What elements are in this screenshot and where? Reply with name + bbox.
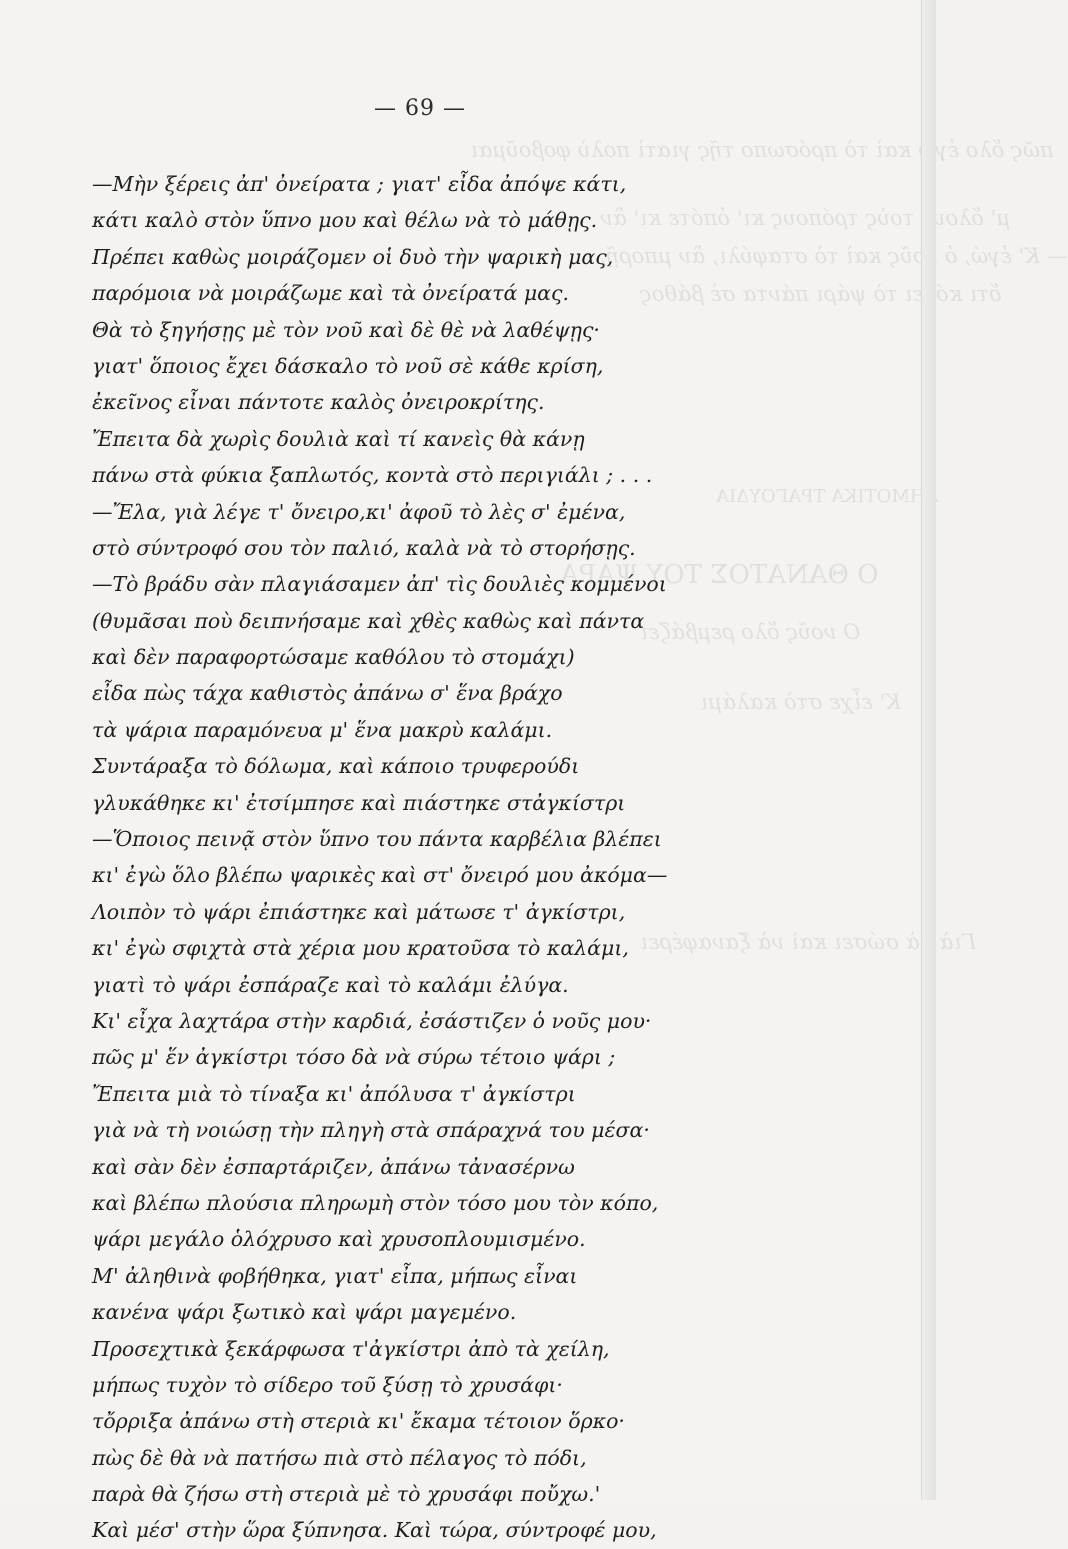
- bleed-line: Γιὰ νὰ σώσει καὶ νὰ ξαναφέρει: [640, 930, 977, 954]
- text-line: κανένα ψάρι ξωτικὸ καὶ ψάρι μαγεμένο.: [92, 1300, 517, 1325]
- text-line: στὸ σύντροφό σου τὸν παλιό, καλὰ νὰ τὸ στορήσῃς.: [92, 535, 636, 560]
- text-line: τὄρριξα ἀπάνω στὴ στεριὰ κι' ἔκαμα τέτοιον ὅρκο·: [92, 1409, 625, 1434]
- text-line: ψάρι μεγάλο ὁλόχρυσο καὶ χρυσοπλουμισμένο.: [92, 1227, 586, 1252]
- bleed-line: ΔΗΜΟΤΙΚΑ ΤΡΑΓΟΥΔΙΑ: [716, 486, 939, 507]
- text-line: γιατ' ὅποιος ἔχει δάσκαλο τὸ νοῦ σὲ κάθε κρίση,: [92, 353, 604, 378]
- text-line: γιατὶ τὸ ψάρι ἐσπάραζε καὶ τὸ καλάμι ἐλύγα.: [92, 972, 569, 997]
- text-line: Κι' εἶχα λαχτάρα στὴν καρδιά, ἐσάστιζεν ὁ νοῦς μου·: [92, 1008, 652, 1033]
- text-line: παρόμοια νὰ μοιράζωμε καὶ τὰ ὀνείρατά μας.: [92, 281, 570, 306]
- text-line: γιὰ νὰ τὴ νοιώσῃ τὴν πληγὴ στὰ σπάραχνά του μέσα·: [92, 1118, 650, 1143]
- text-line: καὶ δὲν παραφορτώσαμε καθόλου τὸ στομάχι): [92, 645, 575, 670]
- text-line: πάνω στὰ φύκια ξαπλωτός, κοντὰ στὸ περιγιάλι ; . . .: [92, 463, 653, 488]
- text-line: Πρέπει καθὼς μοιράζομεν οἱ δυὸ τὴν ψαρικὴ μας,: [92, 244, 614, 269]
- text-line: καὶ σὰν δὲν ἐσπαρτάριζεν, ἀπάνω τἀνασέρνω: [92, 1154, 575, 1179]
- bleed-line: Ο ΘΑΝΑΤΟΣ ΤΟΥ ΨΑΡΑ: [560, 560, 879, 590]
- text-line: —Μὴν ξέρεις ἀπ' ὀνείρατα ; γιατ' εἶδα ἀπόψε κάτι,: [92, 172, 627, 196]
- text-line: πῶς μ' ἕν ἀγκίστρι τόσο δὰ νὰ σύρω τέτοιο ψάρι ;: [92, 1045, 616, 1070]
- bleed-line: μ' ὅλους τοὺς τρόπους κι' ὁπότε κι' ἂν: [600, 206, 1011, 230]
- text-line: τὰ ψάρια παραμόνευα μ' ἕνα μακρὺ καλάμι.: [92, 717, 553, 742]
- bleed-line: — Κ' ἐγώ, ὁ νοῦς καὶ τὸ σταφύλι, ἂν μπορῇ,: [600, 244, 1068, 268]
- bleed-line: πῶς ὅλο ἐγὼ καὶ τὸ πρόσωπο τῆς γιατὶ πολὺ φοβοῦμαι: [470, 138, 1054, 162]
- text-line: Ἔπειτα δὰ χωρὶς δουλιὰ καὶ τί κανεὶς θὰ κάνῃ: [92, 426, 585, 451]
- bleed-line: Ο νοῦς ὅλο ρεμβάζει: [640, 620, 861, 644]
- text-line: παρὰ θὰ ζήσω στὴ στεριὰ μὲ τὸ χρυσάφι ποὔχω.': [92, 1482, 601, 1507]
- text-line: ἐκεῖνος εἶναι πάντοτε καλὸς ὀνειροκρίτης.: [92, 390, 545, 415]
- text-line: εἶδα πὼς τάχα καθιστὸς ἀπάνω σ' ἕνα βράχο: [92, 681, 563, 706]
- bleed-line: Κ' εἶχε στὸ καλάμι: [700, 690, 901, 714]
- text-line: Προσεχτικὰ ξεκάρφωσα τ'ἀγκίστρι ἀπὸ τὰ χείλη,: [92, 1336, 610, 1361]
- text-line: Μ' ἀληθινὰ φοβήθηκα, γιατ' εἶπα, μήπως εἶναι: [92, 1263, 578, 1288]
- text-line: κάτι καλὸ στὸν ὕπνο μου καὶ θέλω νὰ τὸ μάθῃς.: [92, 208, 598, 233]
- text-line: —Ὅποιος πεινᾷ στὸν ὕπνο του πάντα καρβέλια βλέπει: [92, 827, 662, 852]
- text-line: —Ἔλα, γιὰ λέγε τ' ὄνειρο,κι' ἀφοῦ τὸ λὲς σ' ἐμένα,: [92, 499, 626, 524]
- text-line: κι' ἐγὼ ὅλο βλέπω ψαρικὲς καὶ στ' ὄνειρό μου ἀκόμα—: [92, 863, 668, 888]
- poem-text: [92, 166, 792, 1549]
- page-number: — 69 —: [374, 96, 466, 121]
- text-line: καὶ βλέπω πλούσια πληρωμὴ στὸν τόσο μου τὸν κόπο,: [92, 1190, 659, 1215]
- text-line: Λοιπὸν τὸ ψάρι ἐπιάστηκε καὶ μάτωσε τ' ἀγκίστρι,: [92, 899, 626, 924]
- text-line: Καὶ μέσ' στὴν ὥρα ξύπνησα. Καὶ τώρα, σύντροφέ μου,: [92, 1518, 657, 1543]
- text-line: Συντάραξα τὸ δόλωμα, καὶ κάποιο τρυφερούδι: [92, 754, 580, 779]
- text-line: μήπως τυχὸν τὸ σίδερο τοῦ ξύσῃ τὸ χρυσάφι·: [92, 1372, 563, 1397]
- text-line: Ἔπειτα μιὰ τὸ τίναξα κι' ἀπόλυσα τ' ἀγκίστρι: [92, 1081, 576, 1106]
- text-line: —Τὸ βράδυ σὰν πλαγιάσαμεν ἀπ' τὶς δουλιὲς κομμένοι: [92, 572, 667, 597]
- text-line: Θὰ τὸ ξηγήσῃς μὲ τὸν νοῦ καὶ δὲ θὲ νὰ λαθέψῃς·: [92, 317, 600, 342]
- text-line: πὼς δὲ θὰ νὰ πατήσω πιὰ στὸ πέλαγος τὸ πόδι,: [92, 1445, 587, 1470]
- text-line: κι' ἐγὼ σφιχτὰ στὰ χέρια μου κρατοῦσα τὸ καλάμι,: [92, 936, 629, 961]
- text-line: γλυκάθηκε κι' ἐτσίμπησε καὶ πιάστηκε στἀγκίστρι: [92, 790, 626, 815]
- bleed-line: ὅτι κόβει τὸ ψάρι πάντα σὲ βάθος: [640, 282, 1002, 306]
- text-line: (θυμᾶσαι ποὺ δειπνήσαμε καὶ χθὲς καθὼς καὶ πάντα: [92, 608, 645, 633]
- page-edge: [921, 0, 936, 1500]
